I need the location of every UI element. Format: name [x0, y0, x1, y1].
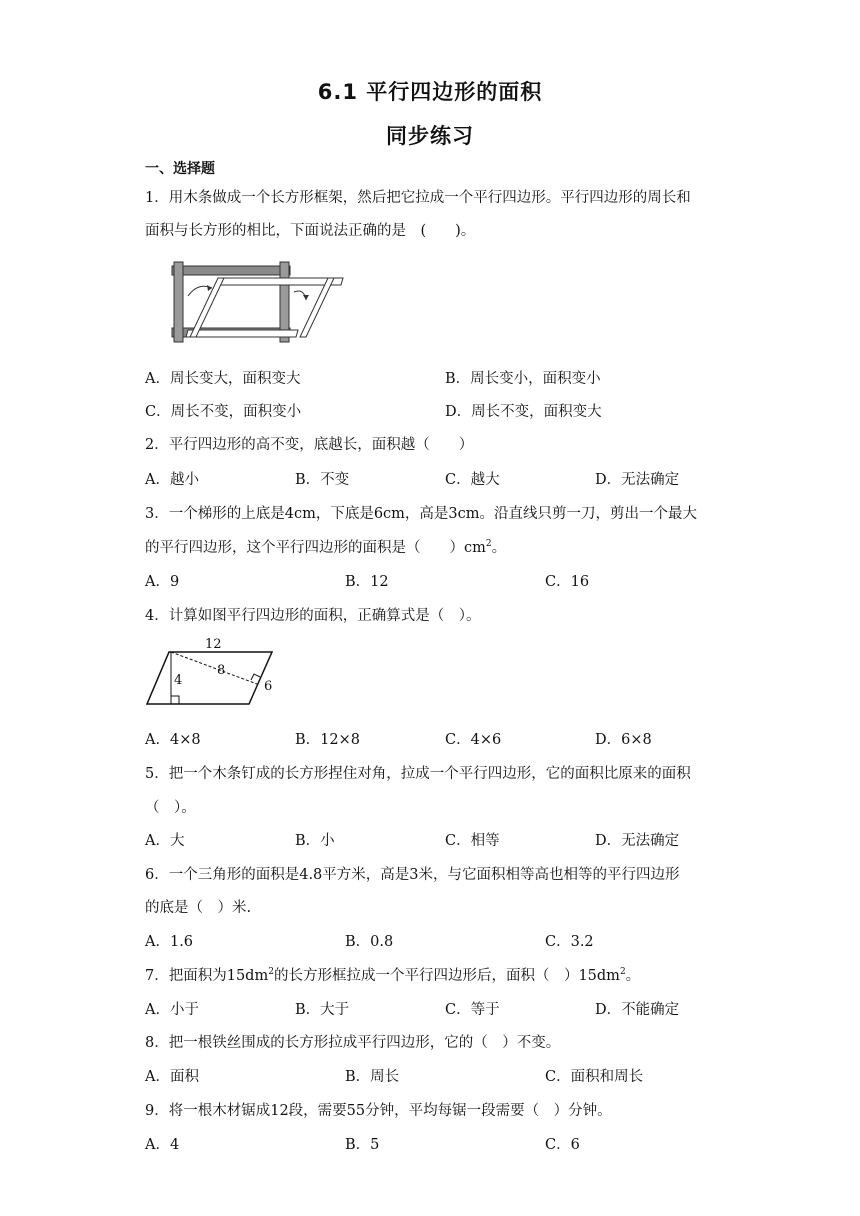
- q4-option-a[interactable]: A．4×8: [145, 732, 201, 748]
- q7-option-c[interactable]: C．等于: [445, 1002, 500, 1018]
- page-title: 6.1 平行四边形的面积: [317, 80, 543, 104]
- q4-text: 4．计算如图平行四边形的面积，正确算式是（ ）。: [145, 608, 481, 624]
- q4-label-12: 12: [205, 637, 222, 652]
- q2-option-a[interactable]: A．越小: [145, 472, 199, 488]
- q4-label-6: 6: [264, 679, 273, 694]
- q3-line2-sup: 2: [485, 539, 492, 550]
- q9-option-a[interactable]: A．4: [145, 1137, 180, 1153]
- q1-text-line1: 1．用木条做成一个长方形框架，然后把它拉成一个平行四边形。平行四边形的周长和: [145, 190, 691, 206]
- q6-text-line2: 的底是（ ）米.: [145, 900, 252, 916]
- q6-option-c[interactable]: C．3.2: [545, 934, 594, 950]
- q7-option-b[interactable]: B．大于: [295, 1002, 350, 1018]
- q1-option-c[interactable]: C．周长不变，面积变小: [145, 404, 302, 420]
- q3-option-b[interactable]: B．12: [345, 574, 389, 590]
- q1-option-d[interactable]: D．周长不变，面积变大: [445, 404, 602, 420]
- q4-label-4: 4: [174, 673, 183, 688]
- q7-option-d[interactable]: D．不能确定: [595, 1002, 680, 1018]
- q8-option-c[interactable]: C．面积和周长: [545, 1069, 644, 1085]
- q5-option-b[interactable]: B．小: [295, 833, 335, 849]
- q3-option-c[interactable]: C．16: [545, 574, 590, 590]
- q2-option-b[interactable]: B．不变: [295, 472, 350, 488]
- q7-text: [145, 964, 640, 985]
- q5-text-line1: 5．把一个木条钉成的长方形捏住对角，拉成一个平行四边形，它的面积比原来的面积: [145, 766, 691, 782]
- q8-text: 8．把一根铁丝围成的长方形拉成平行四边形，它的（ ）不变。: [145, 1035, 561, 1051]
- q3-line2-main: 的平行四边形，这个平行四边形的面积是（ ）cm: [145, 540, 486, 556]
- q7-sup2: 2: [619, 967, 626, 978]
- q4-option-b[interactable]: B．12×8: [295, 732, 360, 748]
- q4-label-8: 8: [217, 663, 226, 678]
- q7-option-a[interactable]: A．小于: [145, 1002, 199, 1018]
- q4-option-c[interactable]: C．4×6: [445, 732, 502, 748]
- q4-option-d[interactable]: D．6×8: [595, 732, 652, 748]
- q5-text-line2: （ ）。: [145, 800, 196, 816]
- q5-option-d[interactable]: D．无法确定: [595, 833, 680, 849]
- q7-text-part3: 。: [625, 968, 641, 984]
- q3-text-line2: [145, 536, 506, 557]
- q2-option-c[interactable]: C．越大: [445, 472, 500, 488]
- q4-parallelogram-figure: [145, 632, 285, 712]
- q7-text-part1: 7．把面积为15dm: [145, 968, 269, 984]
- q3-text-line1: 3．一个梯形的上底是4cm，下底是6cm，高是3cm。沿直线只剪一刀，剪出一个最大: [145, 506, 698, 522]
- section-heading: 一、选择题: [145, 161, 215, 177]
- q3-line2-end: 。: [491, 540, 507, 556]
- page-subtitle: 同步练习: [386, 124, 474, 148]
- q1-option-a[interactable]: A．周长变大，面积变大: [145, 371, 301, 387]
- q1-frame-figure: [168, 260, 348, 345]
- q7-sup1: 2: [268, 967, 274, 978]
- q7-text-part2: 的长方形框拉成一个平行四边形后，面积（ ）15dm: [273, 968, 620, 984]
- q6-option-b[interactable]: B．0.8: [345, 934, 394, 950]
- q9-option-c[interactable]: C．6: [545, 1137, 580, 1153]
- q6-option-a[interactable]: A．1.6: [145, 934, 194, 950]
- q6-text-line1: 6．一个三角形的面积是4.8平方米，高是3米，与它面积相等高也相等的平行四边形: [145, 867, 680, 883]
- q8-option-a[interactable]: A．面积: [145, 1069, 199, 1085]
- q2-text: 2．平行四边形的高不变，底越长，面积越（ ）: [145, 437, 474, 453]
- q3-option-a[interactable]: A．9: [145, 574, 180, 590]
- q9-option-b[interactable]: B．5: [345, 1137, 380, 1153]
- q5-option-a[interactable]: A．大: [145, 833, 185, 849]
- q9-text: 9．将一根木材锯成12段，需要55分钟，平均每锯一段需要（ ）分钟。: [145, 1103, 612, 1119]
- q8-option-b[interactable]: B．周长: [345, 1069, 400, 1085]
- q1-text-line2: 面积与长方形的相比，下面说法正确的是 ( )。: [145, 223, 476, 239]
- q2-option-d[interactable]: D．无法确定: [595, 472, 680, 488]
- q1-option-b[interactable]: B．周长变小，面积变小: [445, 371, 601, 387]
- q5-option-c[interactable]: C．相等: [445, 833, 500, 849]
